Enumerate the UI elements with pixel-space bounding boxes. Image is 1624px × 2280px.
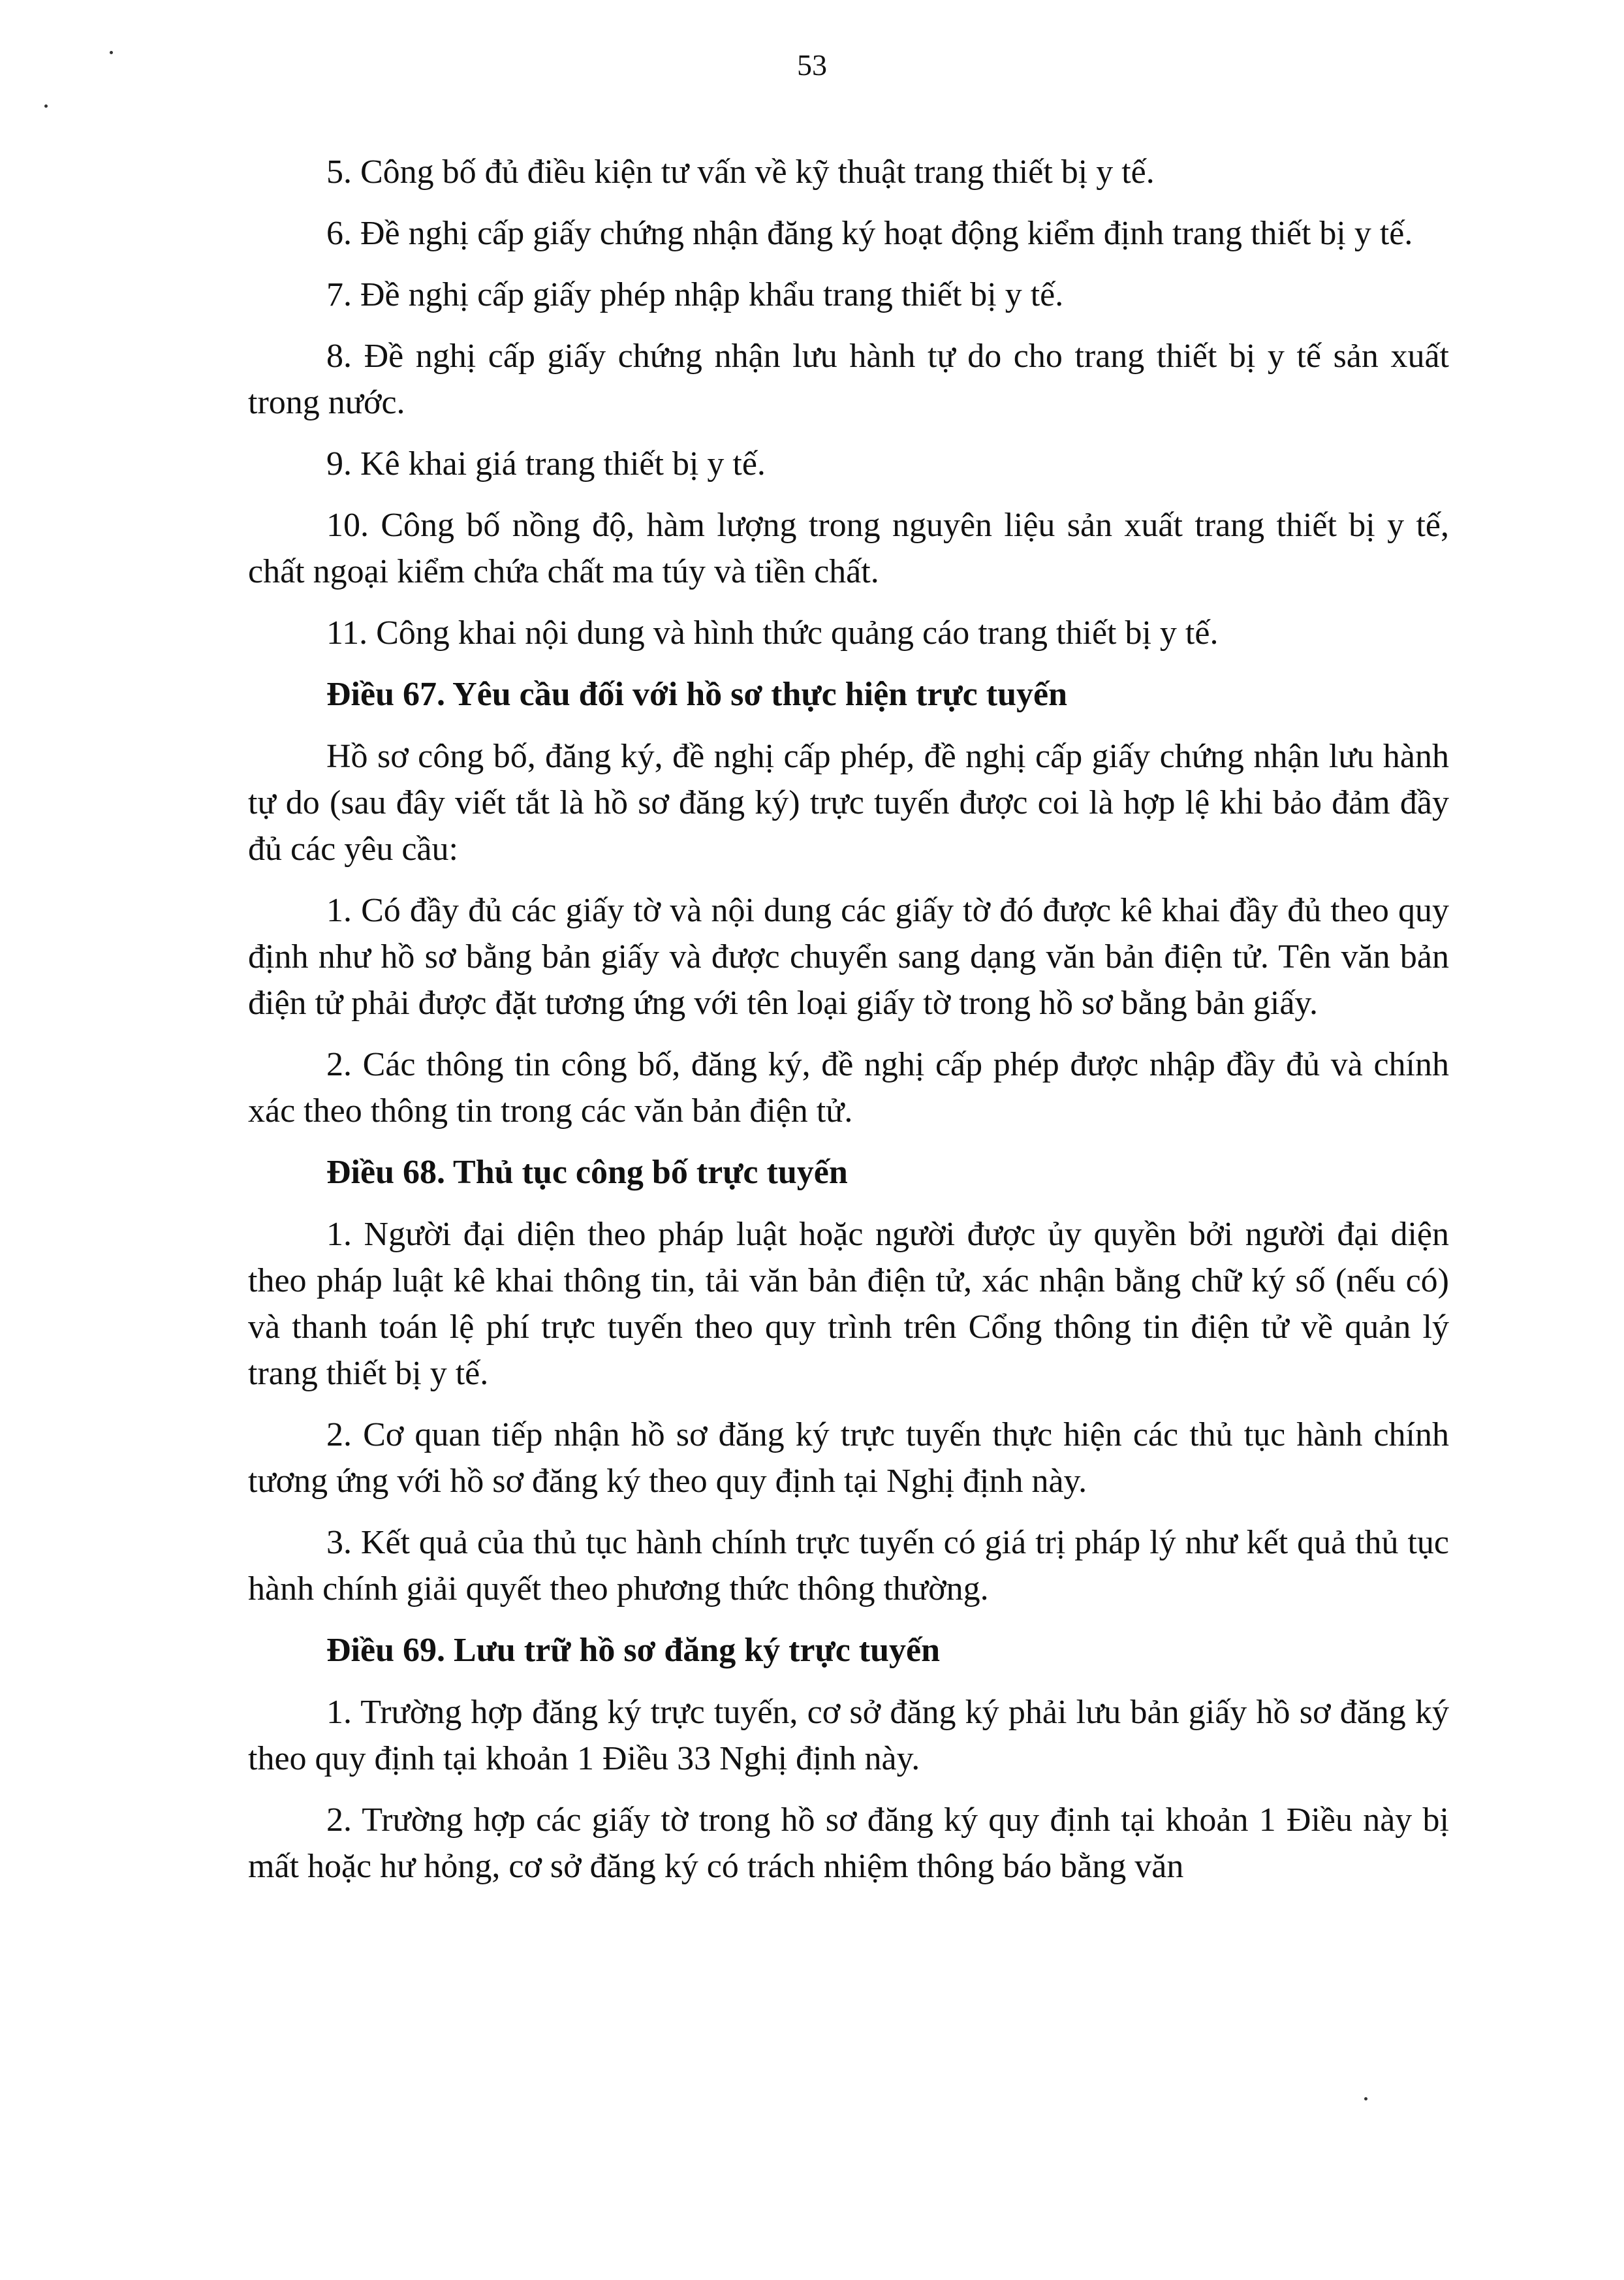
article-69-heading: Điều 69. Lưu trữ hồ sơ đăng ký trực tuyến (326, 1632, 941, 1669)
list-item-6: 6. Đề nghị cấp giấy chứng nhận đăng ký hoạt động kiểm định trang thiết bị y tế. (326, 215, 1413, 252)
list-item-8: 8. Đề nghị cấp giấy chứng nhận lưu hành tự do cho trang thiết bị y tế sản xuất trong nước. (248, 338, 1449, 421)
article-67-clause-2: 2. Các thông tin công bố, đăng ký, đề nghị cấp phép được nhập đầy đủ và chính xác theo thông tin trong các văn bản điện tử. (248, 1046, 1449, 1130)
article-68-clause-3: 3. Kết quả của thủ tục hành chính trực tuyến có giá trị pháp lý như kết quả thủ tục hành chính giải quyết theo phương thức thông thường. (248, 1524, 1449, 1607)
article-67-heading: Điều 67. Yêu cầu đối với hồ sơ thực hiện trực tuyến (326, 676, 1067, 713)
article-67-intro: Hồ sơ công bố, đăng ký, đề nghị cấp phép, đề nghị cấp giấy chứng nhận lưu hành tự do (sau đây viết tắt là hồ sơ đăng ký) trực tuyến được coi là hợp lệ khi bảo đảm đầy đủ các yêu cầu: (248, 738, 1449, 868)
list-item-5: 5. Công bố đủ điều kiện tư vấn về kỹ thuật trang thiết bị y tế. (326, 153, 1155, 191)
list-item-10: 10. Công bố nồng độ, hàm lượng trong nguyên liệu sản xuất trang thiết bị y tế, chất ngoại kiểm chứa chất ma túy và tiền chất. (248, 507, 1449, 590)
list-item-11: 11. Công khai nội dung và hình thức quảng cáo trang thiết bị y tế. (326, 614, 1219, 652)
page-number: 53 (797, 48, 827, 82)
scan-speck (44, 104, 48, 108)
list-item-7: 7. Đề nghị cấp giấy phép nhập khẩu trang thiết bị y tế. (326, 276, 1064, 313)
article-67-clause-1: 1. Có đầy đủ các giấy tờ và nội dung các giấy tờ đó được kê khai đầy đủ theo quy định như hồ sơ bằng bản giấy và được chuyển sang dạng văn bản điện tử. Tên văn bản điện tử phải được đặt tương ứng với tên loại giấy tờ trong hồ sơ bằng bản giấy. (248, 892, 1449, 1022)
article-68-clause-2: 2. Cơ quan tiếp nhận hồ sơ đăng ký trực tuyến thực hiện các thủ tục hành chính tương ứng với hồ sơ đăng ký theo quy định tại Nghị định này. (248, 1416, 1449, 1500)
scan-speck (1364, 2097, 1367, 2100)
article-69-clause-2: 2. Trường hợp các giấy tờ trong hồ sơ đăng ký quy định tại khoản 1 Điều này bị mất hoặc hư hỏng, cơ sở đăng ký có trách nhiệm thông báo bằng văn (248, 1801, 1449, 1885)
article-68-heading: Điều 68. Thủ tục công bố trực tuyến (326, 1154, 848, 1191)
article-68-clause-1: 1. Người đại diện theo pháp luật hoặc người được ủy quyền bởi người đại diện theo pháp luật kê khai thông tin, tải văn bản điện tử, xác nhận bằng chữ ký số (nếu có) và thanh toán lệ phí trực tuyến theo quy trình trên Cổng thông tin điện tử về quản lý trang thiết bị y tế. (248, 1216, 1449, 1392)
list-item-9: 9. Kê khai giá trang thiết bị y tế. (326, 445, 766, 483)
document-body (248, 149, 1449, 1905)
article-69-clause-1: 1. Trường hợp đăng ký trực tuyến, cơ sở đăng ký phải lưu bản giấy hồ sơ đăng ký theo quy định tại khoản 1 Điều 33 Nghị định này. (248, 1694, 1449, 1777)
